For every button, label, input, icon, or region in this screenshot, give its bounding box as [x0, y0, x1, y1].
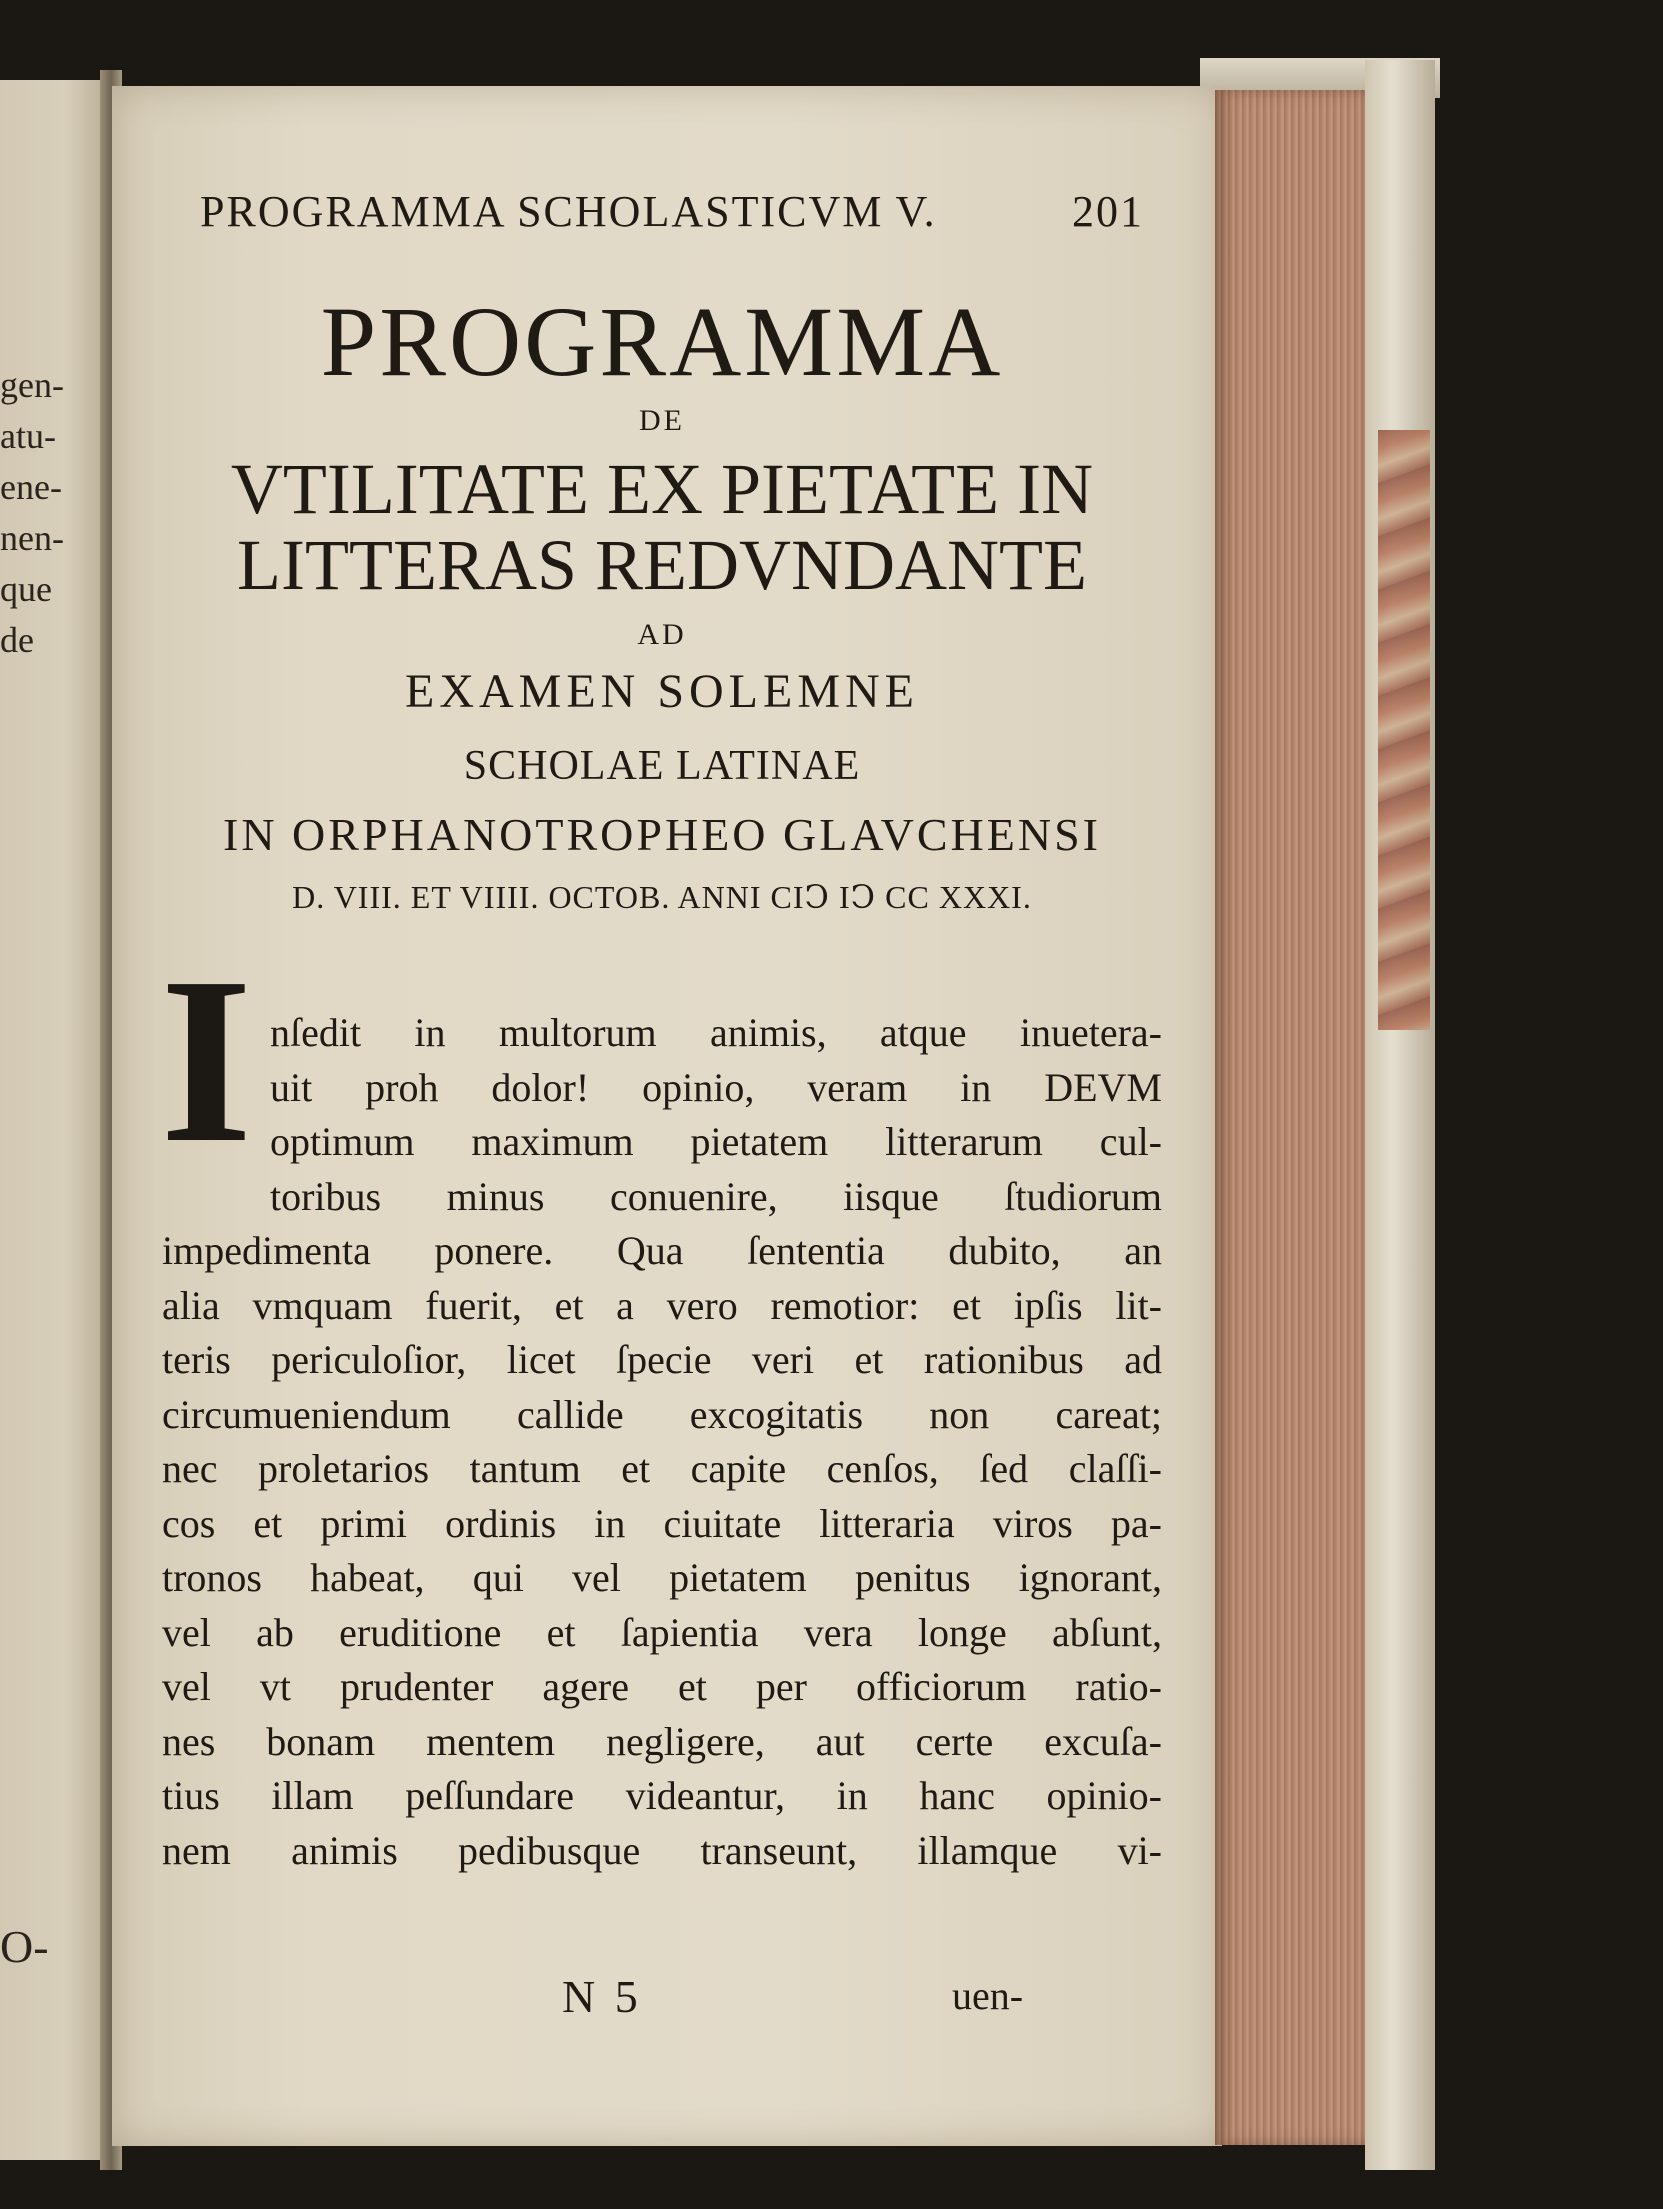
- left-fragment: gen-: [0, 365, 64, 405]
- text-line: nſedit in multorum animis, atque inuetera-: [270, 1010, 1162, 1055]
- left-page: [0, 80, 108, 2160]
- page-title: PROGRAMMA: [320, 286, 1004, 397]
- left-fragment: nen-: [0, 518, 64, 558]
- title-ad: AD: [637, 618, 687, 651]
- text-line: alia vmquam fuerit, et a vero remotior: et ipſis lit-: [162, 1282, 1162, 1328]
- title-schola: SCHOLAE LATINAE: [463, 743, 861, 789]
- running-head: [200, 186, 1160, 237]
- text-line: cos et primi ordinis in ciuitate litteraria viros pa-: [162, 1500, 1162, 1546]
- text-line: vel vt prudenter agere et per officiorum ratio-: [162, 1664, 1162, 1709]
- page-number: 201: [1072, 187, 1144, 236]
- signature-mark: N 5: [562, 1971, 642, 2022]
- text-line: tius illam peſſundare videantur, in hanc opinio-: [162, 1773, 1162, 1818]
- left-fragment: atu-: [0, 416, 56, 456]
- running-head-title: PROGRAMMA SCHOLASTICVM V.: [200, 187, 937, 236]
- left-fragment: de: [0, 620, 34, 660]
- text-line: nec proletarios tantum et capite cenſos, ſed claſſi-: [162, 1446, 1162, 1491]
- title-date: D. VIII. ET VIIII. OCTOB. ANNI CIↃ IↃ CC XXXI.: [292, 879, 1032, 915]
- text-line: toribus minus conuenire, iisque ſtudiorum: [270, 1173, 1162, 1219]
- title-orphanotropheo: IN ORPHANOTROPHEO GLAVCHENSI: [223, 809, 1101, 860]
- subject-line-1: VTILITATE EX PIETATE IN: [230, 449, 1094, 529]
- left-fragment: que: [0, 569, 52, 609]
- book-cover: [1365, 60, 1435, 2170]
- text-line: circumueniendum callide excogitatis non careat;: [162, 1391, 1162, 1437]
- body-text: [162, 1006, 1162, 1878]
- text-line: tronos habeat, qui vel pietatem penitus ignorant,: [162, 1555, 1162, 1600]
- text-line: teris periculoſior, licet ſpecie veri et rationibus ad: [162, 1337, 1162, 1382]
- left-fragment: ene-: [0, 467, 62, 507]
- catchword: uen-: [952, 1973, 1024, 2018]
- text-line: vel ab eruditione et ſapientia vera longe abſunt,: [162, 1609, 1162, 1655]
- marbled-cover-pattern: [1378, 430, 1430, 1030]
- page-edges: [1215, 90, 1365, 2145]
- text-line: nem animis pedibusque transeunt, illamque vi-: [162, 1827, 1162, 1873]
- left-page-fragments: [0, 360, 95, 666]
- text-line: impedimenta ponere. Qua ſententia dubito, an: [162, 1228, 1162, 1273]
- text-line: uit proh dolor! opinio, veram in DEVM: [270, 1064, 1162, 1110]
- drop-cap: I: [160, 929, 253, 1192]
- subject-line-2: LITTERAS REDVNDANTE: [237, 525, 1087, 605]
- text-line: optimum maximum pietatem litterarum cul-: [270, 1119, 1162, 1164]
- left-page-signature: O-: [0, 1921, 49, 1972]
- title-examen: EXAMEN SOLEMNE: [405, 665, 919, 718]
- text-line: nes bonam mentem negligere, aut certe excuſa-: [162, 1718, 1162, 1764]
- title-de: DE: [639, 404, 685, 437]
- page-content: [112, 86, 1222, 2146]
